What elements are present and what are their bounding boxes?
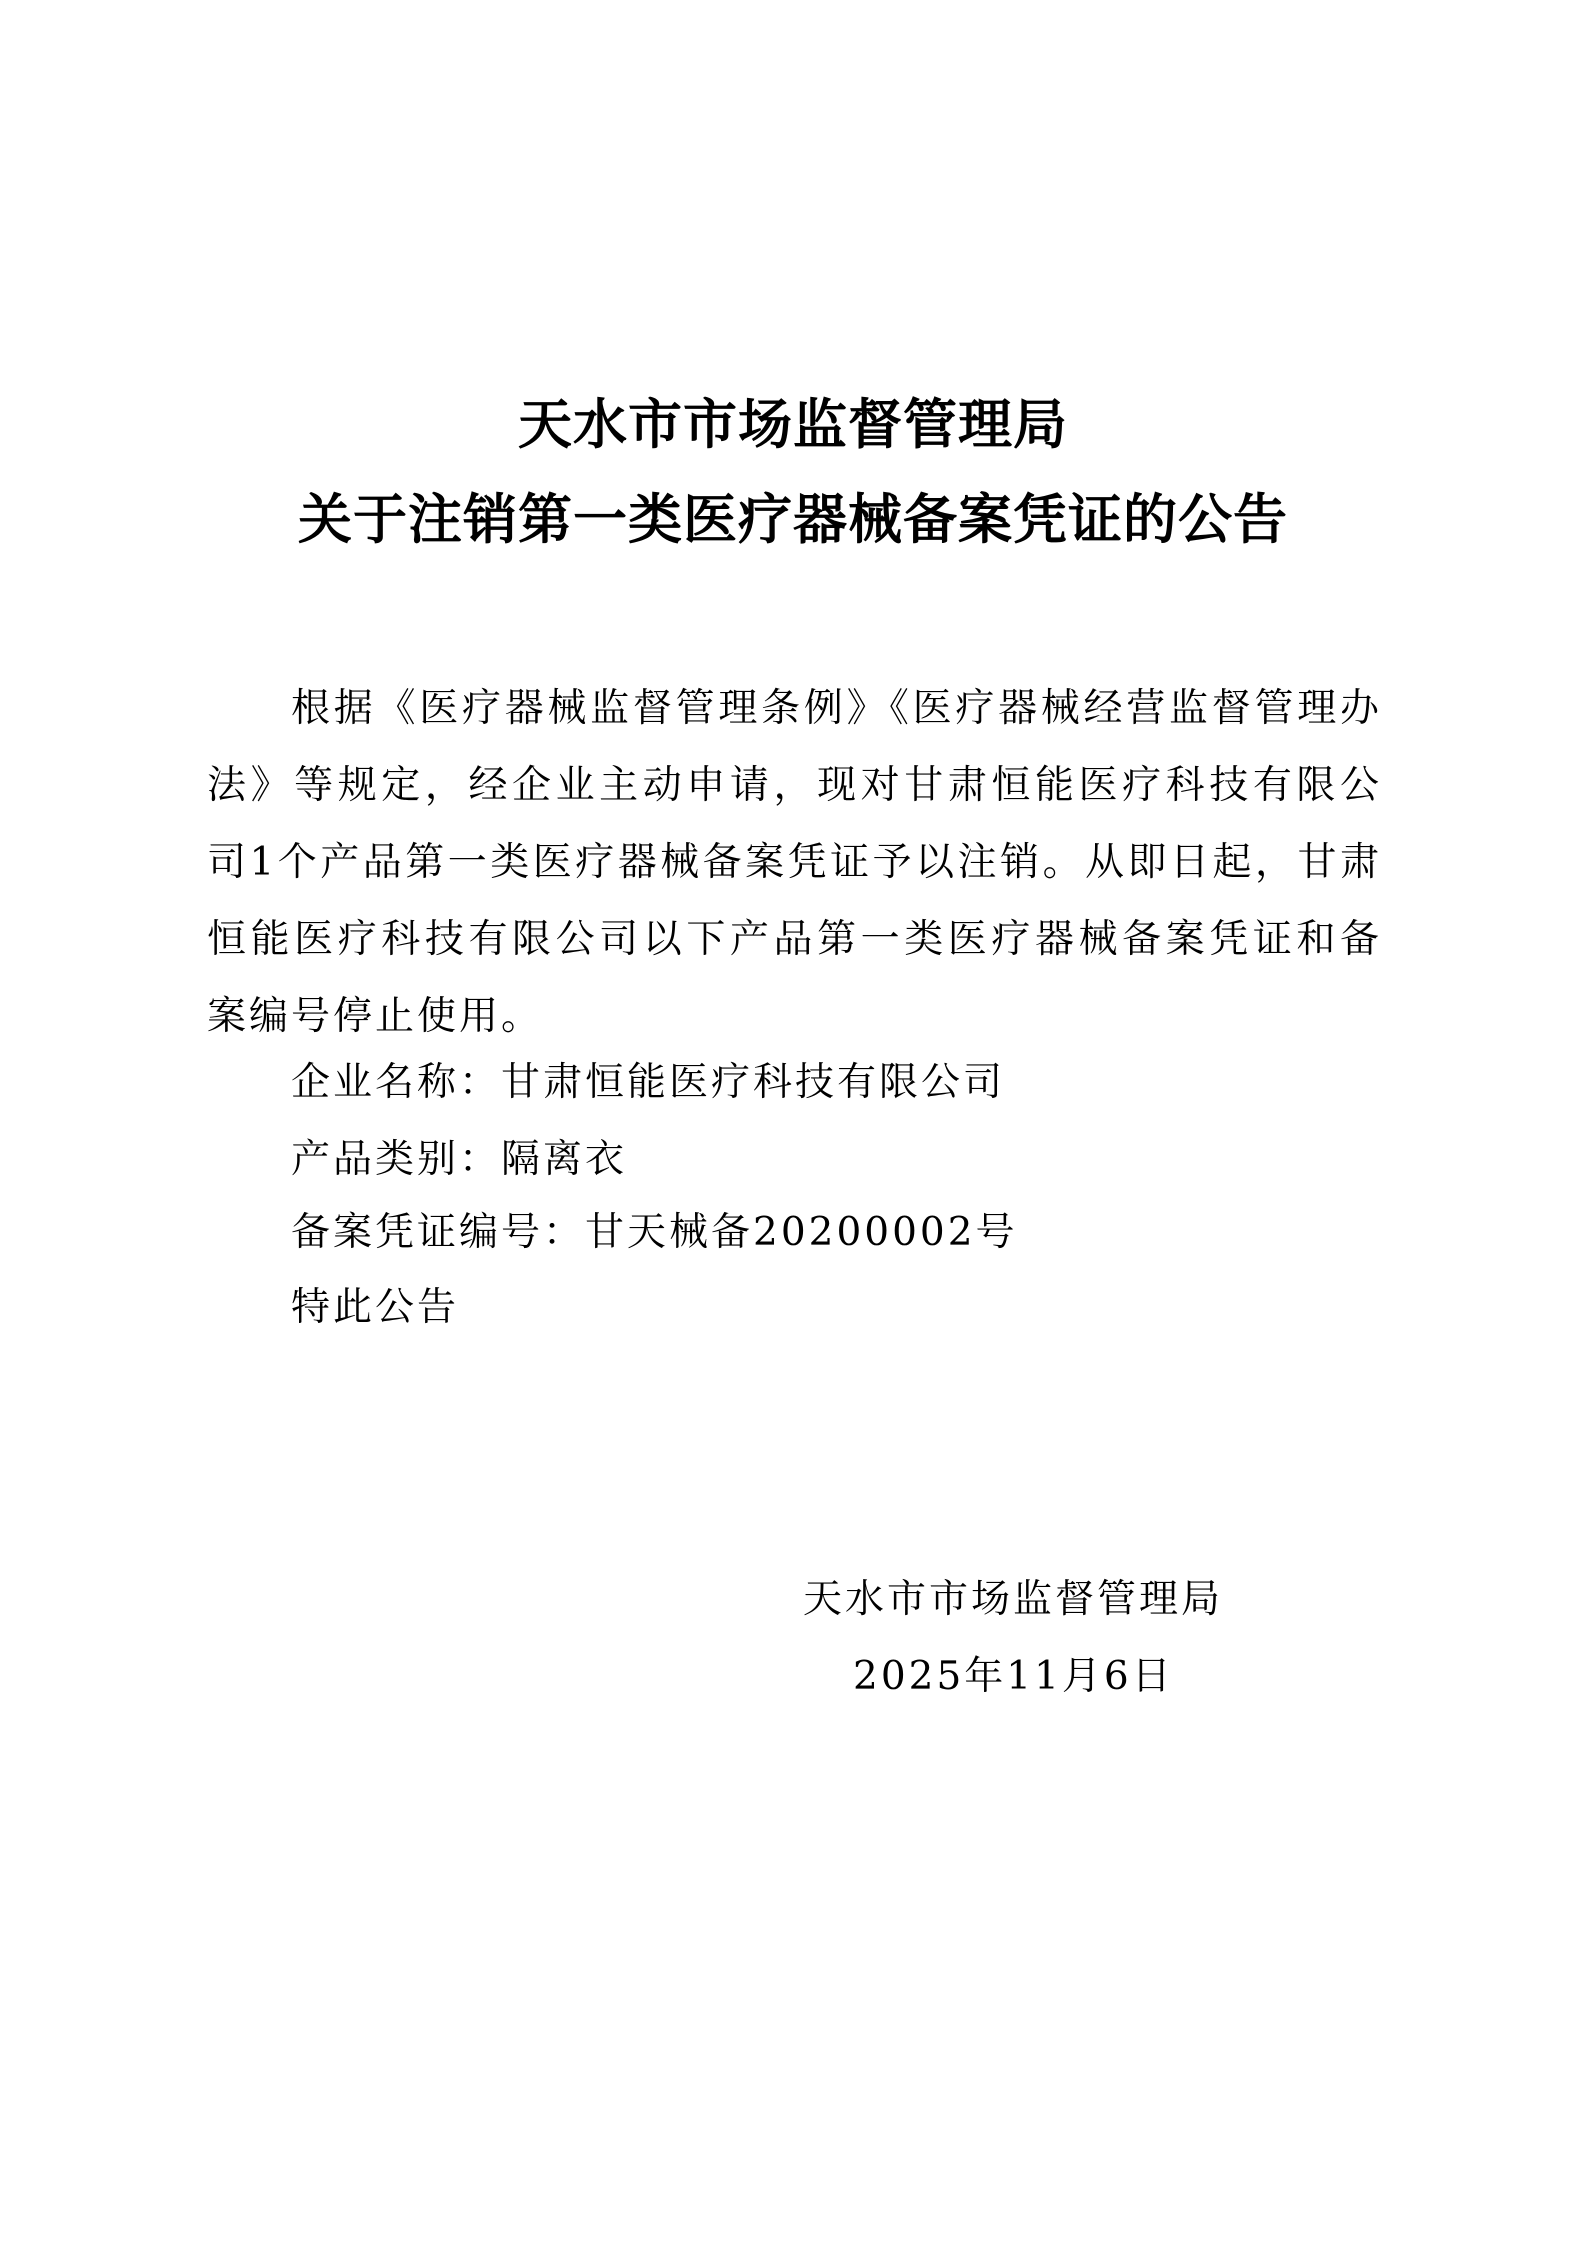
closing-line: 特此公告 xyxy=(291,1285,460,1330)
product-category-line: 产品类别：隔离衣 xyxy=(291,1137,628,1182)
company-name-line: 企业名称：甘肃恒能医疗科技有限公司 xyxy=(291,1060,1006,1105)
document-title-line2: 关于注销第一类医疗器械备案凭证的公告 xyxy=(298,488,1288,551)
certificate-number-line: 备案凭证编号：甘天械备20200002号 xyxy=(291,1210,1018,1255)
body-paragraph: 根据《医疗器械监督管理条例》《医疗器械经营监督管理办法》等规定，经企业主动申请，现对甘肃恒能医疗科技有限公司1个产品第一类医疗器械备案凭证予以注销。从即日起，甘肃恒能医疗科技有限公司以下产品第一类医疗器械备案凭证和备案编号停止使用。 xyxy=(207,686,1382,1039)
document-title-line1: 天水市市场监督管理局 xyxy=(518,393,1068,456)
signature-organization: 天水市市场监督管理局 xyxy=(803,1577,1224,1622)
signature-date: 2025年11月6日 xyxy=(853,1654,1174,1699)
